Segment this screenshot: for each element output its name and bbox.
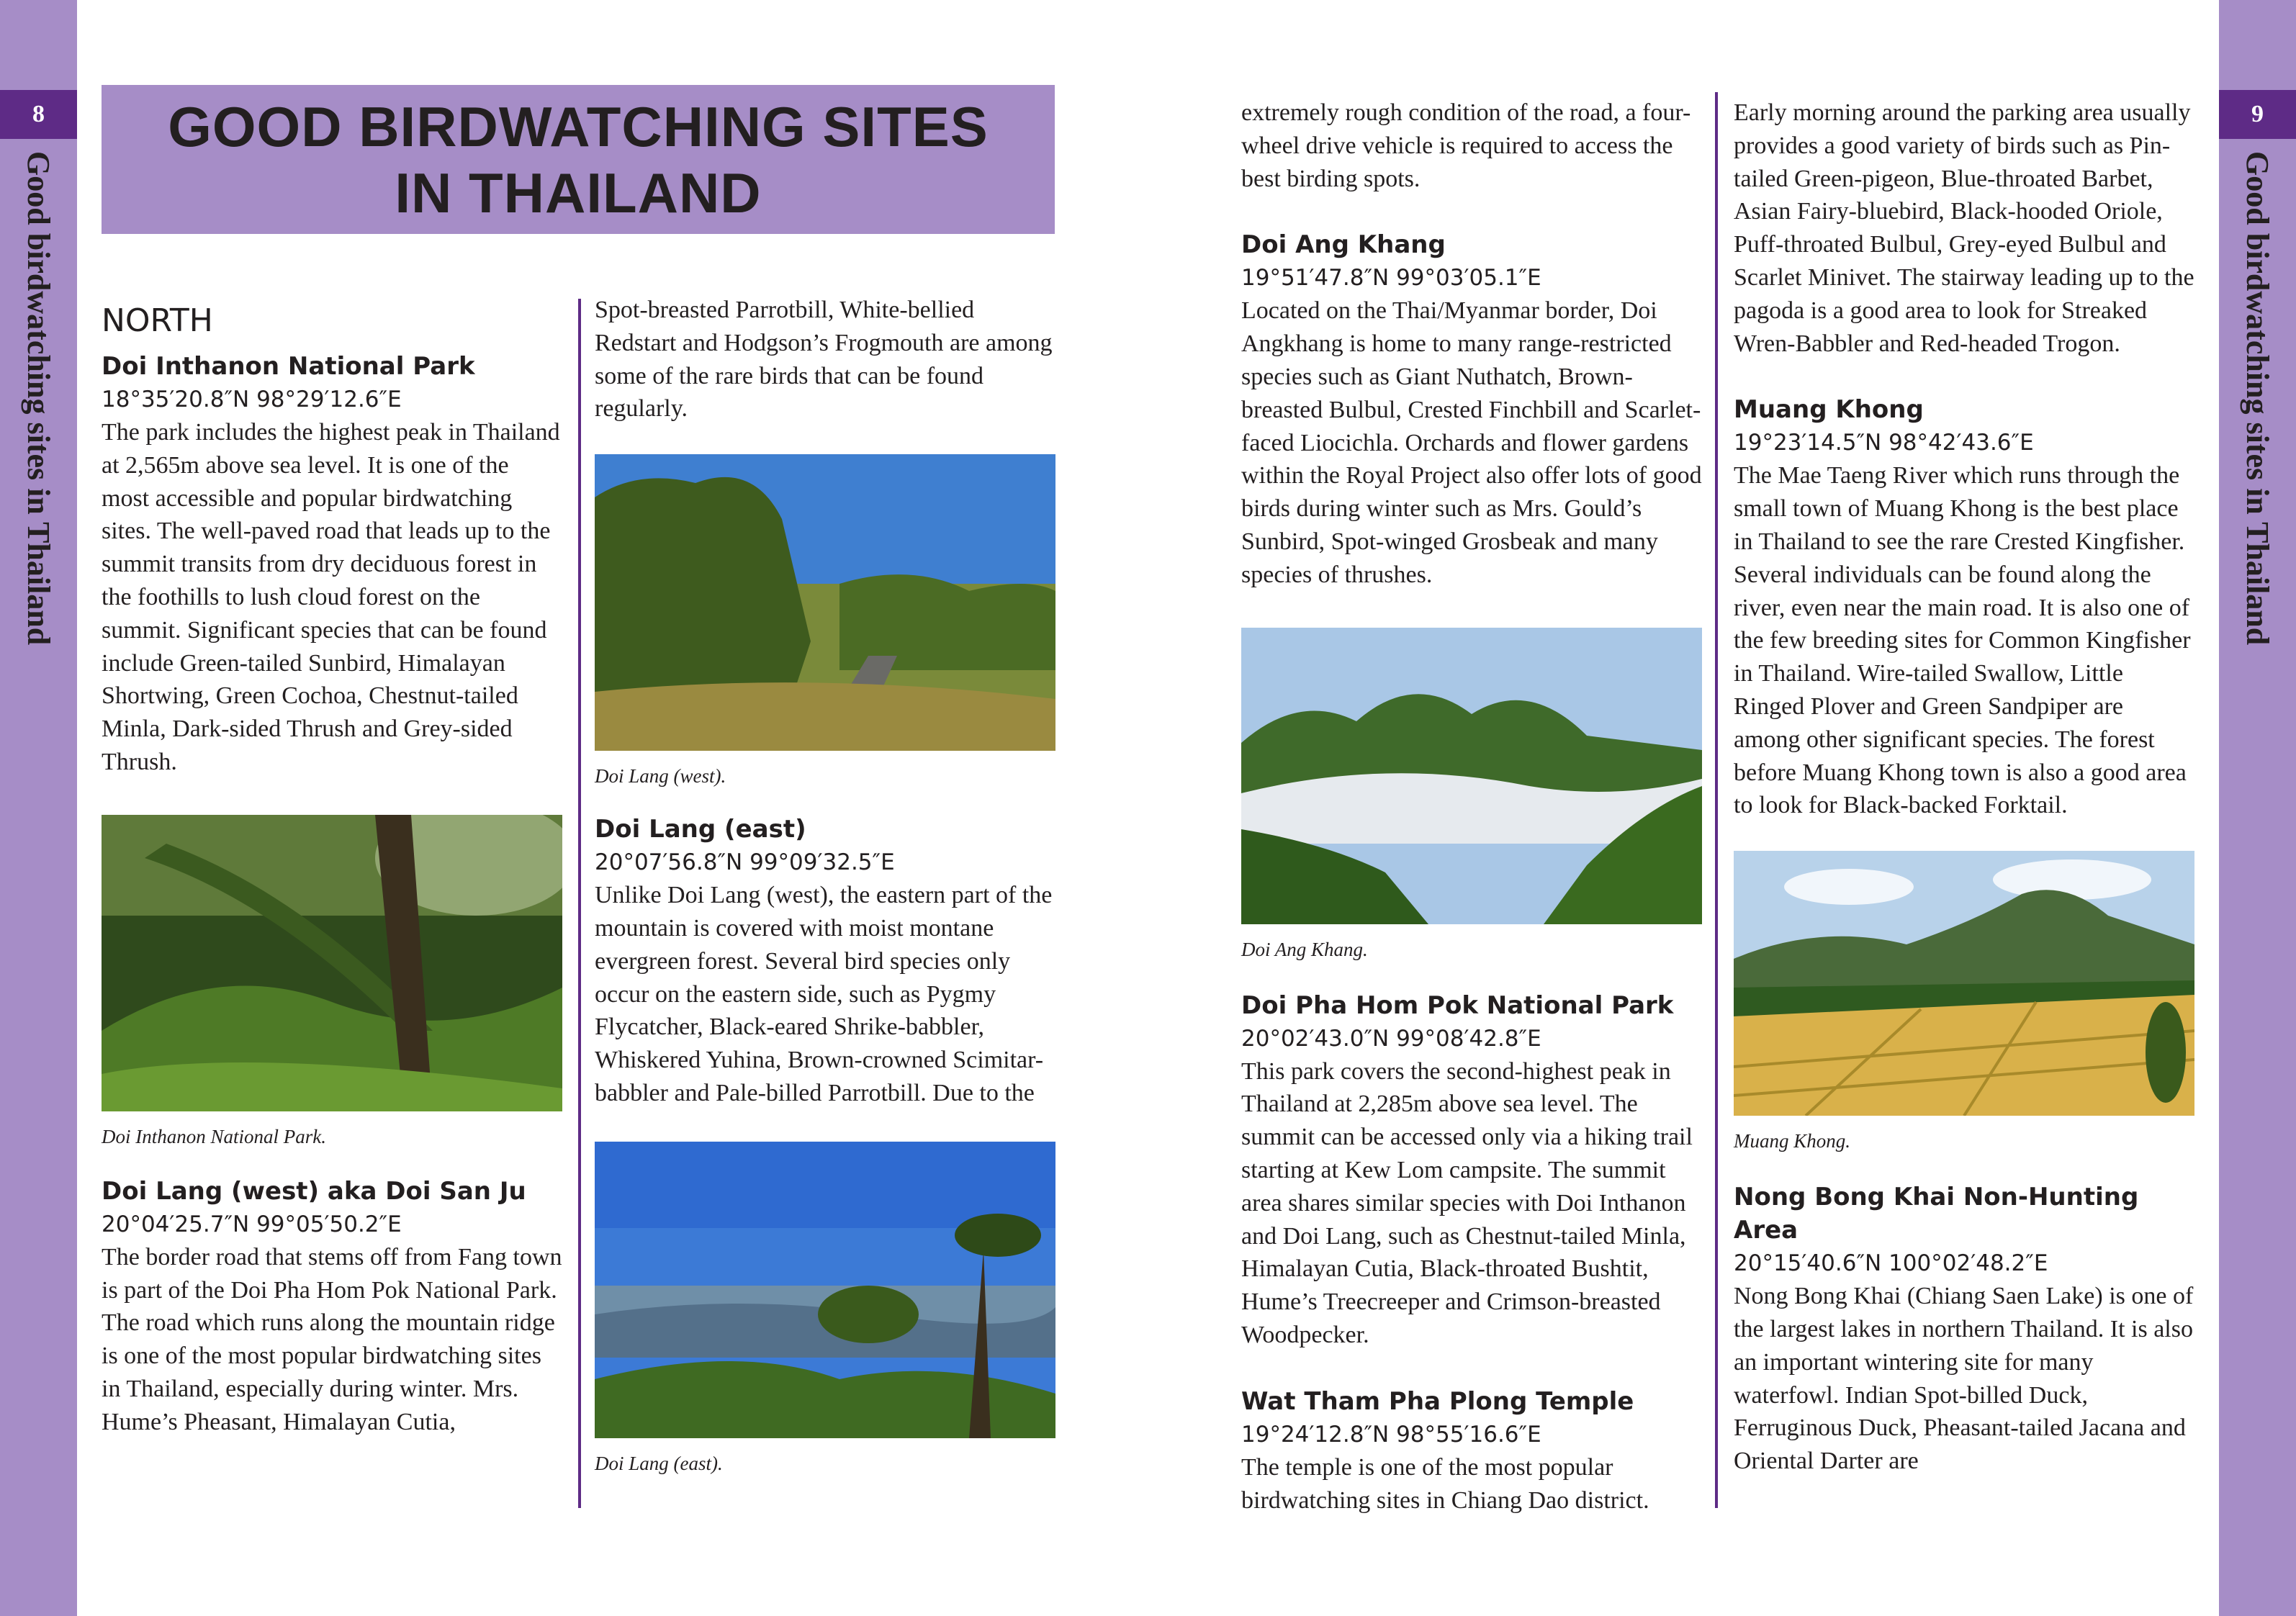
side-title-right: Good birdwatching sites in Thailand	[2240, 151, 2275, 646]
column-2	[595, 294, 1055, 1476]
photo-doi-lang-east	[595, 1142, 1055, 1438]
site-coordinates: 20°04′25.7″N 99°05′50.2″E	[102, 1211, 402, 1237]
column-3	[1241, 96, 1702, 1517]
site-coordinates: 19°24′12.8″N 98°55′16.6″E	[1241, 1421, 1541, 1448]
page-number-left: 8	[0, 90, 77, 139]
site-name: Wat Tham Pha Plong Temple	[1241, 1386, 1634, 1416]
column-4	[1734, 96, 2194, 1478]
site-description: The Mae Taeng River which runs through the small town of Muang Khong is the best place in Thailand to see the rare Crested Kingfisher. Several individuals can be found along the river, even near the main road. It is also one of the few breeding sites for Common Kingfisher in Thailand. Wire-tailed Swallow, Little Ringed Plover and Green Sandpiper are among other significant species. The forest before Muang Khong town is also a good area to look for Black-backed Forktail.	[1734, 462, 2191, 819]
photo-doi-ang-khang	[1241, 628, 1702, 924]
continued-text: Early morning around the parking area usually provides a good variety of birds such as Pin-tailed Green-pigeon, Blue-throated Barbet, Asian Fairy-bluebird, Black-hooded Oriole, Puff-throated Bulbul, Grey-eyed Bulbul and Scarlet Minivet. The stairway leading up to the pagoda is a good area to look for Streaked Wren-Babbler and Red-headed Trogon.	[1734, 99, 2194, 357]
site-coordinates: 20°15′40.6″N 100°02′48.2″E	[1734, 1250, 2048, 1277]
photo-doi-lang-west	[595, 454, 1055, 751]
photo-caption: Doi Inthanon National Park.	[102, 1125, 326, 1147]
site-description: The border road that stems off from Fang town is part of the Doi Pha Hom Pok National Park. The road which runs along the mountain ridge is one of the most popular birdwatching sites in Thailand, especially during winter. Mrs. Hume’s Pheasant, Himalayan Cutia,	[102, 1243, 562, 1435]
site-description: This park covers the second-highest peak in Thailand at 2,285m above sea level. The summit can be accessed only via a hiking trail starting at Kew Lom campsite. The summit area shares similar species with Doi Inthanon and Doi Lang, such as Chestnut-tailed Minla, Himalayan Cutia, Black-throated Bushtit, Hume’s Treecreeper and Crimson-breasted Woodpecker.	[1241, 1057, 1693, 1348]
photo-doi-inthanon	[102, 815, 562, 1111]
site-name: Muang Khong	[1734, 395, 1924, 425]
site-coordinates: 20°02′43.0″N 99°08′42.8″E	[1241, 1025, 1541, 1052]
continued-text: extremely rough condition of the road, a four-wheel drive vehicle is required to access the best birding spots.	[1241, 99, 1691, 192]
chapter-title-line-1: GOOD BIRDWATCHING SITES	[168, 94, 989, 158]
site-coordinates: 19°51′47.8″N 99°03′05.1″E	[1241, 265, 1541, 292]
side-title-left: Good birdwatching sites in Thailand	[21, 151, 56, 646]
chapter-title-box	[102, 85, 1055, 234]
site-description: Unlike Doi Lang (west), the eastern part of the mountain is covered with moist montane evergreen forest. Several bird species only occur on the eastern side, such as Pygmy Flycatcher, Black-eared Shrike-babbler, Whiskered Yuhina, Brown-crowned Scimitar-babbler and Pale-billed Parrotbill. Due to the	[595, 882, 1053, 1106]
page-number-right: 9	[2219, 90, 2296, 139]
site-description: The temple is one of the most popular birdwatching sites in Chiang Dao district.	[1241, 1453, 1649, 1514]
site-name: Doi Lang (east)	[595, 815, 806, 844]
site-name: Doi Lang (west) aka Doi San Ju	[102, 1176, 526, 1206]
column-rule-left	[578, 299, 581, 1508]
site-description: The park includes the highest peak in Thailand at 2,565m above sea level. It is one of the most accessible and popular birdwatching sites. The well-paved road that leads up to the summit transits from dry deciduous forest in the foothills to lush cloud forest on the summit. Significant species that can be found include Green-tailed Sunbird, Himalayan Shortwing, Green Cochoa, Chestnut-tailed Minla, Dark-sided Thrush and Grey-sided Thrush.	[102, 419, 560, 775]
site-name: Doi Pha Hom Pok National Park	[1241, 990, 1674, 1020]
site-coordinates: 19°23′14.5″N 98°42′43.6″E	[1734, 430, 2034, 456]
site-description: Nong Bong Khai (Chiang Saen Lake) is one of the largest lakes in northern Thailand. It is also an important wintering site for many waterfowl. Indian Spot-billed Duck, Ferruginous Duck, Pheasant-tailed Jacana and Oriental Darter are	[1734, 1283, 2194, 1475]
column-1	[102, 302, 562, 1439]
photo-muang-khong	[1734, 851, 2194, 1116]
site-name: Nong Bong Khai Non-Hunting Area	[1734, 1183, 2139, 1245]
site-coordinates: 20°07′56.8″N 99°09′32.5″E	[595, 849, 895, 876]
column-rule-right	[1715, 92, 1718, 1508]
site-name: Doi Ang Khang	[1241, 230, 1446, 260]
photo-caption: Doi Ang Khang.	[1241, 938, 1368, 960]
photo-caption: Doi Lang (west).	[595, 765, 726, 787]
continued-text: Spot-breasted Parrotbill, White-bellied Redstart and Hodgson’s Frogmouth are among some of the rare birds that can be found regularly.	[595, 297, 1053, 423]
site-description: Located on the Thai/Myanmar border, Doi Angkhang is home to many range-restricted species such as Giant Nuthatch, Brown-breasted Bulbul, Crested Finchbill and Scarlet-faced Liocichla. Orchards and flower gardens within the Royal Project also offer lots of good birds during winter such as Mrs. Gould’s Sunbird, Spot-winged Grosbeak and many species of thrushes.	[1241, 297, 1702, 588]
region-heading: NORTH	[102, 302, 213, 339]
chapter-title-line-2: IN THAILAND	[395, 161, 762, 225]
site-coordinates: 18°35′20.8″N 98°29′12.6″E	[102, 387, 402, 412]
site-name: Doi Inthanon National Park	[102, 352, 475, 381]
photo-caption: Muang Khong.	[1734, 1130, 1850, 1152]
photo-caption: Doi Lang (east).	[595, 1452, 723, 1474]
